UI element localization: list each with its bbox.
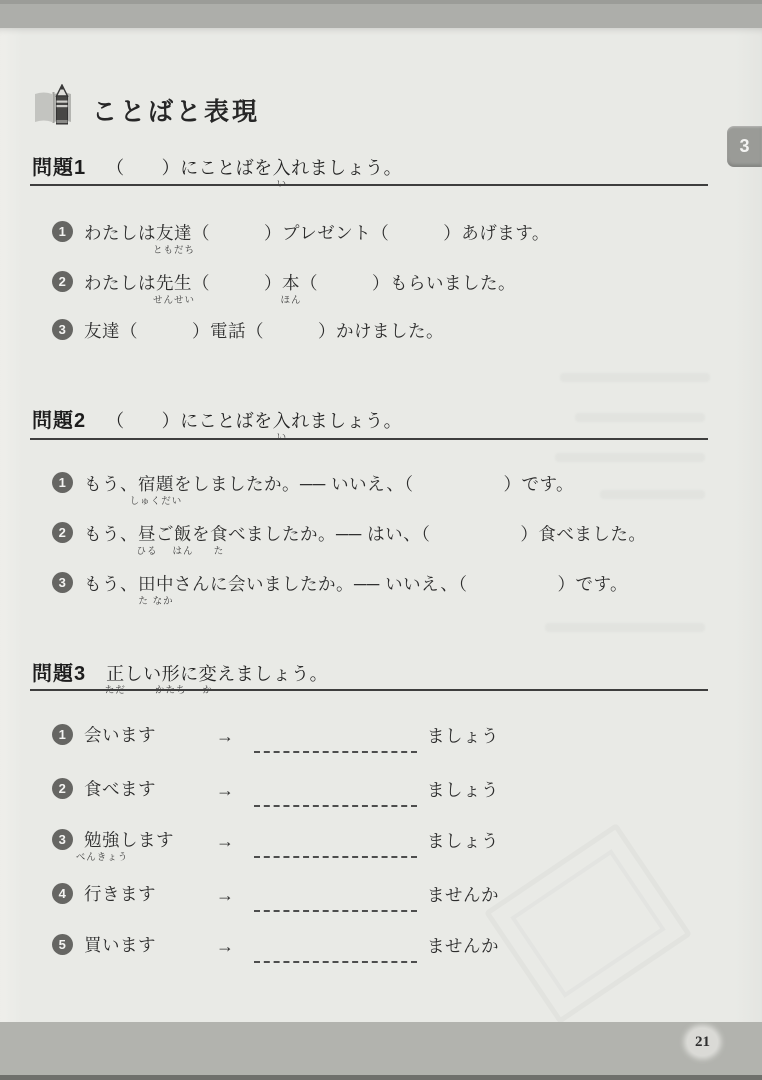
- conversion-item: [52, 881, 499, 912]
- arrow-icon: →: [216, 936, 235, 956]
- kanji-with-furigana: 形 かたち: [155, 664, 187, 696]
- item-text: [84, 571, 629, 607]
- verb-text: [84, 932, 216, 963]
- answer-blank: [254, 844, 417, 858]
- item-text: [84, 318, 444, 343]
- furigana-text: ほん: [280, 295, 302, 306]
- furigana-text: か: [202, 685, 214, 696]
- verb-text: [84, 722, 216, 753]
- text-segment: に: [180, 664, 199, 684]
- text-segment: もう、: [84, 474, 138, 494]
- conversion-suffix: ませんか: [427, 885, 499, 905]
- text-segment: （ ）もらいました。: [300, 273, 516, 293]
- item-text: [84, 521, 647, 557]
- item-text: [84, 220, 550, 256]
- page-bleedthrough-artifact: [545, 623, 705, 632]
- section-label: 問題2: [32, 410, 87, 432]
- text-segment: さんに会いましたか。── いいえ、（ ）です。: [174, 574, 629, 594]
- conversion-item: [52, 827, 499, 863]
- item-number-badge: 5: [52, 934, 73, 955]
- section-mondai1-header: [32, 151, 403, 190]
- text-segment: もう、: [84, 574, 138, 594]
- chapter-side-tab: 3: [727, 126, 762, 167]
- text-segment: 友達（ ）電話（ ）かけました。: [84, 321, 444, 341]
- furigana-text: はん: [172, 546, 194, 557]
- text-segment: 買います: [84, 935, 156, 955]
- section-mondai3-header: [32, 657, 329, 696]
- text-segment: わたしは: [84, 223, 156, 243]
- verb-text: [75, 827, 216, 863]
- section-rule: [30, 689, 708, 691]
- kanji-with-furigana: 友達 ともだち: [152, 223, 196, 256]
- kanji-with-furigana: 本 ほん: [280, 273, 302, 306]
- item-number-badge: 3: [52, 572, 73, 593]
- exercise-item: [52, 270, 516, 306]
- text-segment: （ ）にことばを: [106, 411, 273, 431]
- conversion-item: [52, 722, 499, 753]
- section-rule: [30, 438, 708, 440]
- page-bleedthrough-artifact: [484, 823, 692, 1024]
- text-segment: （ ）プレゼント（ ）あげます。: [192, 223, 550, 243]
- exercise-item: [52, 571, 629, 607]
- section-label: 問題1: [32, 157, 87, 179]
- furigana-text: かたち: [155, 685, 187, 696]
- furigana-text: ただ: [104, 685, 126, 696]
- workbook-page: [0, 28, 762, 1022]
- item-number-badge: 4: [52, 883, 73, 904]
- text-segment: しい: [124, 664, 162, 684]
- conversion-item: [52, 932, 499, 963]
- item-number-badge: 2: [52, 778, 73, 799]
- answer-blank: [254, 793, 417, 807]
- item-text: [84, 270, 516, 306]
- conversion-suffix: ましょう: [427, 831, 499, 851]
- section-instruction: [106, 158, 403, 190]
- furigana-text: た: [213, 546, 225, 557]
- furigana-text: せんせい: [152, 295, 196, 306]
- furigana-text: い: [276, 432, 288, 443]
- text-segment: 食べます: [84, 779, 156, 799]
- kanji-with-furigana: 正 ただ: [104, 664, 126, 696]
- section-mondai2-header: [32, 404, 403, 443]
- kanji-with-furigana: 宿題 しゅくだい: [129, 474, 183, 507]
- answer-blank: [254, 949, 417, 963]
- kanji-with-furigana: 食 た: [210, 524, 228, 557]
- verb-text: [84, 776, 216, 807]
- furigana-text: ともだち: [152, 245, 196, 256]
- page-bleedthrough-artifact: [560, 373, 710, 382]
- text-segment: れましょう。: [291, 411, 403, 431]
- text-segment: もう、: [84, 524, 138, 544]
- scan-bottom-edge: [0, 1022, 762, 1080]
- scan-top-edge: [0, 0, 762, 28]
- conversion-suffix: ましょう: [427, 780, 499, 800]
- text-segment: （ ）: [192, 273, 282, 293]
- exercise-item: [52, 318, 444, 343]
- text-segment: わたしは: [84, 273, 156, 293]
- conversion-suffix: ませんか: [427, 936, 499, 956]
- section-label: 問題3: [32, 663, 87, 685]
- item-number-badge: 1: [52, 221, 73, 242]
- page-bleedthrough-artifact: [600, 490, 705, 499]
- exercise-item: [52, 521, 647, 557]
- kanji-with-furigana: 変 か: [198, 664, 218, 696]
- kanji-with-furigana: 先生 せんせい: [152, 273, 196, 306]
- furigana-text: しゅくだい: [129, 496, 183, 507]
- kanji-with-furigana: 入 い: [272, 158, 292, 190]
- text-segment: （ ）にことばを: [106, 158, 273, 178]
- text-segment: えましょう。: [217, 664, 329, 684]
- section-instruction: [104, 664, 329, 696]
- item-text: [84, 471, 575, 507]
- verb-text: [84, 881, 216, 912]
- kanji-with-furigana: 昼 ひる: [136, 524, 158, 557]
- kanji-with-furigana: 勉強 べんきょう: [75, 830, 129, 863]
- kanji-with-furigana: 飯 はん: [172, 524, 194, 557]
- answer-blank: [254, 739, 417, 753]
- furigana-text: ひる: [136, 546, 158, 557]
- text-segment: 会います: [84, 725, 156, 745]
- item-number-badge: 3: [52, 319, 73, 340]
- item-number-badge: 2: [52, 271, 73, 292]
- section-rule: [30, 184, 708, 186]
- page-bleedthrough-artifact: [555, 453, 705, 462]
- exercise-item: [52, 471, 575, 507]
- text-segment: ご: [156, 524, 174, 544]
- page-title: ことばと表現: [92, 98, 261, 126]
- text-segment: を: [192, 524, 210, 544]
- page-number-badge: 21: [687, 1028, 718, 1056]
- item-number-badge: 3: [52, 829, 73, 850]
- section-instruction: [106, 411, 403, 443]
- furigana-text: い: [276, 179, 288, 190]
- furigana-text: べんきょう: [75, 852, 129, 863]
- answer-blank: [254, 898, 417, 912]
- conversion-suffix: ましょう: [427, 726, 499, 746]
- kanji-with-furigana: 田中 た なか: [138, 574, 174, 607]
- text-segment: をしましたか。── いいえ、（ ）です。: [174, 474, 575, 494]
- conversion-item: [52, 776, 499, 807]
- item-number-badge: 1: [52, 724, 73, 745]
- arrow-icon: →: [216, 885, 235, 905]
- text-segment: べましたか。── はい、（ ）食べました。: [228, 524, 647, 544]
- book-pencil-icon: [32, 84, 82, 135]
- item-number-badge: 2: [52, 522, 73, 543]
- item-number-badge: 1: [52, 472, 73, 493]
- exercise-item: [52, 220, 550, 256]
- page-bleedthrough-artifact: [575, 413, 705, 422]
- text-segment: れましょう。: [291, 158, 403, 178]
- furigana-text: た なか: [138, 596, 174, 607]
- arrow-icon: →: [216, 780, 235, 800]
- arrow-icon: →: [216, 726, 235, 746]
- arrow-icon: →: [216, 831, 235, 851]
- text-segment: します: [120, 830, 174, 850]
- text-segment: 行きます: [84, 884, 156, 904]
- kanji-with-furigana: 入 い: [272, 411, 292, 443]
